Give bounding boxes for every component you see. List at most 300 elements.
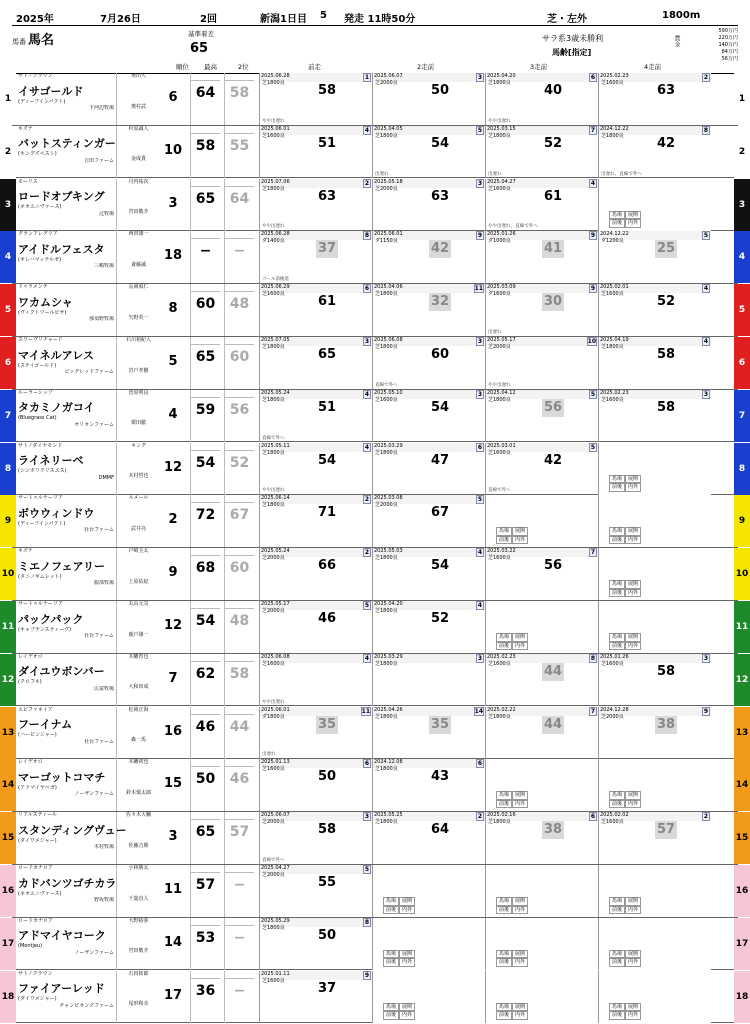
- col-prev1: 前走: [308, 63, 321, 71]
- grid-tenkai: 展開: [625, 527, 641, 536]
- horse-number-right: 6: [734, 337, 750, 389]
- finish-place: 2: [364, 179, 370, 187]
- empty-grid: [609, 791, 659, 808]
- race-name: サラ系3歳未勝利: [542, 34, 604, 43]
- connections: [116, 284, 160, 336]
- past-race: [372, 495, 485, 547]
- grid-baba: 馬場: [496, 633, 512, 642]
- horse-number-left: 15: [0, 812, 16, 864]
- race-track: 芝1800良: [375, 132, 398, 139]
- sire: グランアレグリア: [18, 231, 58, 238]
- past-race-empty: [485, 865, 598, 917]
- race-date: 2024.12.22: [600, 231, 629, 238]
- race-track: 芝1800良: [488, 819, 511, 826]
- grid-tenkai: 展開: [399, 1003, 415, 1012]
- horse-info: [18, 759, 114, 811]
- grid-baba: 馬場: [496, 791, 512, 800]
- horse-number-left: 10: [0, 548, 16, 600]
- race-note: やや出遅れ: [262, 224, 285, 230]
- horse-number-right: 3: [734, 179, 750, 231]
- owner: 三嶋牧場: [93, 263, 114, 270]
- dam-sire: (キングズベスト): [18, 151, 57, 158]
- speed-figure: 54: [317, 452, 337, 468]
- race-number: 5: [320, 10, 327, 21]
- second-value: 48: [229, 613, 250, 629]
- finish-place: 5: [590, 390, 596, 398]
- horse-row: [4, 178, 746, 232]
- finish-place: 9: [477, 232, 483, 240]
- finish-place: 7: [590, 707, 596, 715]
- horse-info: [18, 707, 114, 759]
- finish-place: 6: [590, 74, 596, 81]
- empty-grid: [496, 791, 546, 808]
- past-race: [259, 73, 372, 125]
- horse-info: [18, 812, 127, 864]
- sire: キズナ: [18, 548, 33, 555]
- jockey: 石川裕紀人: [125, 337, 151, 343]
- best-rating: [190, 443, 220, 495]
- race-date: 2025.06.07: [261, 812, 290, 819]
- grid-zengo: 前後: [609, 800, 625, 809]
- speed-figure: 52: [656, 294, 676, 310]
- grid-baba: 馬場: [383, 950, 399, 959]
- second-value: 57: [229, 824, 250, 841]
- finish-place: 14: [474, 707, 483, 715]
- grid-uchisoto: 内外: [512, 800, 528, 809]
- dam-sire: (オレハマッテルゼ): [18, 256, 62, 263]
- speed-figure: 56: [543, 558, 563, 574]
- past-race-empty: [598, 971, 711, 1023]
- round: 2回: [200, 14, 217, 25]
- race-date: 2025.01.13: [261, 759, 290, 766]
- best-value: 72: [195, 507, 216, 524]
- finish-place: 6: [364, 285, 370, 293]
- dam-sire: (ネオユニヴァース): [18, 204, 62, 211]
- second-value: 60: [229, 560, 250, 577]
- speed-figure: 58: [656, 347, 676, 362]
- second-value: 46: [229, 771, 250, 788]
- horse-number-right: 10: [734, 548, 750, 600]
- finish-place: 11: [474, 285, 483, 293]
- jockey: 大野拓弥: [128, 917, 149, 924]
- past-race: [598, 654, 711, 706]
- rank-value: 4: [168, 406, 178, 422]
- grid-tenkai: 展開: [625, 897, 641, 906]
- best-value: 68: [195, 560, 216, 577]
- uma-label: 馬名: [28, 33, 55, 48]
- horse-row: [4, 337, 746, 390]
- empty-grid: [609, 633, 659, 650]
- trainer: 千葉直人: [128, 895, 149, 902]
- finish-place: 4: [477, 602, 483, 609]
- horse-number-left: 4: [0, 231, 16, 283]
- past-race: [485, 812, 598, 864]
- past-race: [372, 231, 485, 283]
- race-track: 芝1600良: [488, 449, 511, 456]
- finish-place: 3: [477, 179, 483, 187]
- past-race: [372, 443, 485, 495]
- grid-tenkai: 展開: [512, 527, 528, 536]
- grid-zengo: 前後: [496, 958, 512, 967]
- owner: オリオンファーム: [74, 421, 114, 428]
- finish-place: 5: [703, 232, 709, 240]
- finish-place: 4: [364, 126, 370, 134]
- race-date: 2025.02.02: [600, 812, 629, 819]
- grid-zengo: 前後: [383, 958, 399, 967]
- race-track: ダ1400良: [262, 238, 285, 245]
- grid-tenkai: 展開: [625, 211, 641, 220]
- best-value: 46: [195, 718, 216, 735]
- horse-row: [1, 812, 749, 865]
- speed-figure: 47: [430, 452, 450, 468]
- sire: ロードカナロア: [18, 917, 53, 924]
- race-track: 芝1800良: [375, 608, 398, 614]
- finish-place: 2: [703, 813, 709, 821]
- race-note: やや出遅れ: [488, 382, 511, 388]
- past-race-empty: [485, 495, 598, 547]
- past-race: [372, 759, 485, 811]
- horse-number-right: 4: [734, 231, 750, 283]
- jockey: 角田大: [130, 73, 146, 79]
- race-date: 2025.05.17: [487, 337, 516, 343]
- grid-uchisoto: 内外: [625, 1011, 641, 1020]
- connections: [116, 126, 160, 178]
- race-date: 2025.05.24: [261, 389, 290, 396]
- connections: [116, 707, 160, 759]
- finish-place: 8: [590, 654, 596, 662]
- speed-figure: 55: [317, 875, 337, 890]
- race-date: 2025.03.09: [487, 284, 516, 291]
- rank-value: 11: [163, 882, 183, 897]
- trainer: 大和田成: [128, 684, 149, 691]
- grid-zengo: 前後: [609, 958, 625, 967]
- rank-value: 9: [168, 565, 178, 581]
- horse-row: [4, 73, 746, 126]
- past-race: [259, 865, 372, 917]
- grid-baba: 馬場: [496, 527, 512, 536]
- best-value: 58: [195, 137, 216, 154]
- owner: 社台ファーム: [84, 738, 114, 745]
- grid-zengo: 前後: [496, 642, 512, 651]
- race-date: 2025.06.07: [374, 73, 403, 79]
- past-race-empty: [372, 971, 485, 1023]
- race-track: 芝1800良: [375, 713, 398, 720]
- trainer: 岩戸孝樹: [128, 367, 149, 374]
- horse-row: [1, 865, 749, 918]
- second-rating: [224, 654, 254, 706]
- past-race: [372, 73, 485, 125]
- finish-place: 1: [364, 74, 370, 81]
- race-header: [12, 8, 738, 26]
- grid-baba: 馬場: [609, 580, 625, 589]
- race-note: やや出遅れ: [488, 118, 511, 124]
- trainer: 宮田敬介: [128, 209, 149, 216]
- prize-2: 220万円: [718, 35, 738, 41]
- second-rating: [224, 918, 254, 970]
- race-date: 2025.07.05: [261, 337, 290, 343]
- trainer: 鹿戸雄一: [128, 631, 149, 638]
- race-track: ダ1200良: [601, 238, 624, 245]
- race-date: 2025.06.01: [261, 706, 290, 713]
- second-rating: [224, 390, 254, 442]
- best-value: 65: [195, 824, 216, 841]
- jockey: 杉原誠人: [128, 125, 149, 132]
- finish-place: 3: [703, 390, 709, 398]
- past-race: [372, 812, 485, 864]
- grid-uchisoto: 内外: [512, 536, 528, 545]
- finish-place: 9: [590, 285, 596, 293]
- race-date: 2025.04.26: [374, 706, 403, 713]
- trainer: 武井亮: [130, 525, 146, 532]
- horse-info: [18, 654, 114, 706]
- horse-number-left: 7: [0, 390, 16, 442]
- past-race-empty: [598, 918, 711, 970]
- grid-baba: 馬場: [609, 211, 625, 220]
- grid-tenkai: 展開: [625, 1003, 641, 1012]
- second-rating: [224, 179, 254, 231]
- horse-row: [4, 442, 746, 496]
- second-value: 55: [229, 137, 250, 154]
- horse-info: [18, 284, 114, 336]
- second-rating: [224, 443, 254, 495]
- sire: サートゥルナーリア: [18, 601, 63, 607]
- grid-uchisoto: 内外: [625, 219, 641, 228]
- horse-number-right: 7: [734, 390, 750, 442]
- sire: リアルスティール: [18, 812, 58, 819]
- dam-sire: (ダイワメジャー): [18, 837, 57, 844]
- empty-grid: [609, 1003, 659, 1020]
- race-track: 芝2000良: [262, 819, 285, 826]
- speed-figure: 42: [430, 241, 450, 257]
- rank-value: 3: [168, 829, 178, 845]
- grid-baba: 馬場: [609, 950, 625, 959]
- past-race: [372, 707, 485, 759]
- speed-figure: 25: [656, 241, 676, 257]
- trainer: 矢野英一: [128, 314, 149, 321]
- past-race: [598, 231, 711, 283]
- speed-figure: 50: [317, 927, 337, 943]
- past-race: [485, 443, 598, 495]
- finish-place: 5: [477, 126, 483, 134]
- grid-baba: 馬場: [383, 897, 399, 906]
- finish-place: 4: [703, 285, 709, 293]
- grid-tenkai: 展開: [512, 633, 528, 642]
- owner: 下河辺牧場: [88, 105, 114, 111]
- rank-value: 18: [163, 248, 183, 264]
- grid-zengo: 前後: [383, 1011, 399, 1020]
- horse-name: ボウウィンドウ: [18, 506, 95, 520]
- second-value: 60: [229, 349, 250, 365]
- second-rating: [224, 812, 254, 864]
- past-race: [259, 126, 372, 178]
- prize-5: 56万円: [721, 56, 738, 62]
- connections: [116, 918, 160, 970]
- sire: サトノクラウン: [18, 970, 53, 977]
- grid-tenkai: 展開: [625, 633, 641, 642]
- grid-zengo: 前後: [609, 1011, 625, 1020]
- dam-sire: (Bluegrass Cat): [18, 415, 57, 422]
- owner: 木村牧場: [93, 844, 114, 851]
- race-note: 出遅れ: [375, 171, 389, 177]
- horse-info: [18, 548, 114, 600]
- par-label: 基準着差: [188, 30, 214, 38]
- horse-name: ロードオブキング: [18, 190, 105, 204]
- owner: 社台ファーム: [84, 633, 114, 639]
- grid-tenkai: 展開: [625, 580, 641, 589]
- past-race-empty: [598, 601, 711, 653]
- finish-place: 5: [364, 866, 370, 873]
- past-race: [598, 390, 711, 442]
- grid-zengo: 前後: [609, 642, 625, 651]
- past-race-empty: [598, 443, 711, 495]
- past-race-empty: [485, 971, 598, 1023]
- dam-sire: (ディープインパクト): [18, 520, 66, 527]
- horse-number-left: 1: [0, 73, 16, 125]
- speed-figure: 66: [317, 558, 337, 574]
- grid-tenkai: 展開: [512, 791, 528, 800]
- race-date: 2025.05.25: [374, 812, 403, 819]
- horse-info: [18, 443, 114, 495]
- sire: ルーラーシップ: [18, 389, 53, 396]
- horse-info: [18, 601, 114, 653]
- best-rating: [190, 812, 220, 864]
- owner: 広富牧場: [93, 685, 114, 692]
- finish-place: 8: [703, 126, 709, 134]
- horse-name: パックパック: [18, 612, 84, 626]
- jockey: 丹内祐次: [128, 178, 149, 185]
- speed-figure: 52: [430, 611, 450, 626]
- finish-place: 7: [590, 549, 596, 557]
- horse-name: マーゴットコマチ: [18, 770, 106, 784]
- connections: [116, 548, 160, 600]
- grid-tenkai: 展開: [512, 1003, 528, 1012]
- past-race-empty: [598, 548, 711, 600]
- grid-zengo: 前後: [383, 906, 399, 915]
- empty-grid: [383, 950, 433, 967]
- best-rating: [190, 390, 220, 442]
- sire: サトノクラウン: [18, 73, 53, 79]
- grid-baba: 馬場: [609, 475, 625, 484]
- dam-sire: (ハービンジャー): [18, 732, 57, 739]
- past-race: [259, 390, 372, 442]
- horse-info: [18, 179, 114, 231]
- horse-number-right: 14: [734, 759, 750, 811]
- finish-place: 8: [364, 918, 370, 926]
- finish-place: 2: [364, 496, 370, 504]
- grid-uchisoto: 内外: [625, 536, 641, 545]
- past-race-empty: [372, 865, 485, 917]
- best-value: 65: [195, 349, 216, 365]
- speed-figure: 60: [430, 347, 450, 362]
- best-value: 50: [195, 771, 216, 788]
- horse-row: [1, 548, 749, 601]
- race-track: 芝1800良: [262, 344, 285, 350]
- best-rating: [190, 231, 220, 283]
- connections: [116, 759, 160, 811]
- race-track: ダ1150良: [375, 238, 398, 245]
- empty-grid: [609, 211, 659, 228]
- horse-number-left: 8: [0, 443, 16, 495]
- finish-place: 9: [364, 971, 370, 979]
- horse-name: スタンディングヴュー: [18, 823, 127, 837]
- horse-row: [4, 231, 746, 284]
- race-date: 2025.06.29: [261, 284, 290, 291]
- race-track: 芝1800良: [375, 291, 398, 298]
- race-date: 2025.04.27: [261, 865, 290, 871]
- race-track: 芝1600良: [488, 660, 511, 667]
- race-track: 芝1600良: [262, 766, 285, 773]
- sire: サトノダイヤモンド: [18, 442, 63, 449]
- connections: [116, 443, 160, 495]
- second-rating: [224, 126, 254, 178]
- owner: DMMF: [98, 474, 114, 481]
- horse-name: アドマイヤコーク: [18, 929, 106, 943]
- finish-place: 3: [477, 74, 483, 81]
- past-race: [259, 495, 372, 547]
- finish-place: 2: [364, 549, 370, 557]
- past-race: [259, 812, 372, 864]
- past-race-empty: [372, 918, 485, 970]
- grid-uchisoto: 内外: [512, 906, 528, 915]
- prize-4: 84万円: [721, 49, 738, 55]
- second-rating: [224, 231, 254, 283]
- empty-grid: [496, 1003, 546, 1020]
- second-value: −: [233, 243, 246, 260]
- jockey: 西田雄一: [128, 231, 149, 238]
- race-track: 芝1600良: [488, 185, 511, 192]
- speed-figure: 35: [317, 716, 337, 732]
- horse-number-left: 16: [0, 865, 16, 917]
- connections: [116, 865, 160, 917]
- finish-place: 4: [364, 443, 370, 451]
- jockey: ルメール: [128, 495, 149, 502]
- past-race: [485, 548, 598, 600]
- speed-figure: 43: [430, 769, 450, 785]
- finish-place: 4: [703, 338, 709, 345]
- best-rating: [190, 337, 220, 389]
- past-race-empty: [598, 179, 711, 231]
- race-track: 芝1800良: [601, 132, 624, 139]
- trainer: 栗田徹: [130, 420, 146, 427]
- grid-tenkai: 展開: [625, 475, 641, 484]
- second-value: 67: [229, 507, 250, 524]
- past-race: [259, 601, 372, 653]
- grid-zengo: 前後: [609, 219, 625, 228]
- owner: 野坂牧場: [93, 897, 114, 903]
- past-race-empty: [485, 918, 598, 970]
- connections: [116, 179, 160, 231]
- trainer: 尾形和幸: [128, 1001, 149, 1008]
- race-track: 芝1800良: [375, 344, 398, 350]
- race-note: 直線で外へ: [262, 435, 285, 441]
- race-date: 2025.06.28: [261, 73, 290, 79]
- dam-sire: (ディープインパクト): [18, 98, 66, 105]
- past-race: [485, 654, 598, 706]
- horse-number-left: 18: [0, 971, 16, 1023]
- dam-sire: (ネオユニヴァース): [18, 890, 62, 897]
- past-race: [259, 443, 372, 495]
- race-track: 芝1800良: [262, 924, 285, 931]
- speed-figure: 58: [656, 399, 676, 415]
- race-note: やや出遅れ: [262, 699, 285, 705]
- empty-grid: [609, 580, 659, 597]
- past-race: [598, 73, 711, 125]
- prize-list: [688, 28, 738, 63]
- race-note: 直線で外へ: [488, 488, 511, 494]
- empty-grid: [496, 633, 546, 650]
- race-date: 2025.06.14: [261, 495, 290, 502]
- second-value: 52: [229, 454, 250, 471]
